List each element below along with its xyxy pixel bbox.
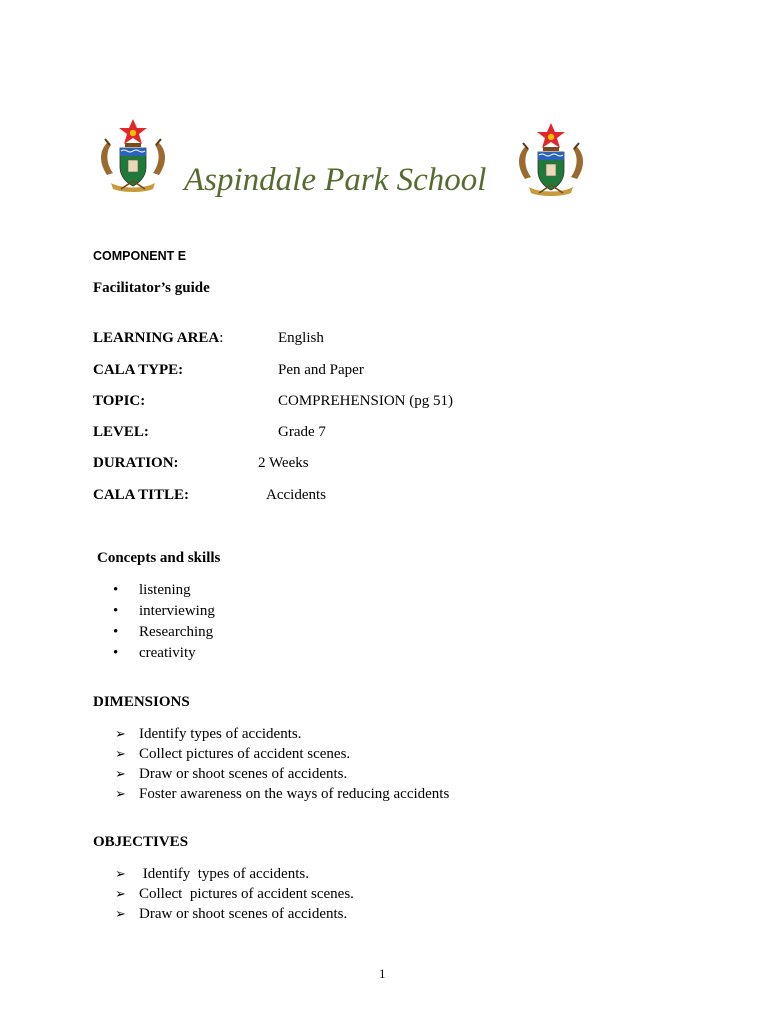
dimensions-heading: DIMENSIONS <box>93 694 190 710</box>
field-level-label: LEVEL: <box>93 424 149 440</box>
school-name-title: Aspindale Park School <box>184 162 487 198</box>
objectives-heading: OBJECTIVES <box>93 834 189 850</box>
bullet-icon: • <box>113 582 119 598</box>
concepts-heading: Concepts and skills <box>97 550 221 566</box>
list-item: ➢ Foster awareness on the ways of reducing accidents <box>115 786 450 802</box>
arrow-bullet-icon: ➢ <box>115 786 126 801</box>
zimbabwe-coat-of-arms-icon <box>509 121 593 201</box>
component-label: COMPONENT E <box>93 249 187 263</box>
bullet-icon: • <box>113 603 119 619</box>
bullet-icon: • <box>113 624 119 640</box>
dimensions-list <box>93 724 449 804</box>
list-item: • interviewing <box>93 601 215 622</box>
list-item: • creativity <box>93 643 215 664</box>
field-topic-value: COMPREHENSION (pg 51) <box>278 393 454 409</box>
concepts-list <box>93 580 215 664</box>
list-item: • listening <box>93 580 215 601</box>
arrow-bullet-icon: ➢ <box>115 906 126 921</box>
field-learning-area-value: English <box>278 330 324 346</box>
bullet-icon: • <box>113 645 119 661</box>
list-item: ➢ Collect pictures of accident scenes. <box>115 746 351 762</box>
arrow-bullet-icon: ➢ <box>115 866 126 881</box>
field-cala-type-value: Pen and Paper <box>278 362 364 378</box>
guide-title: Facilitator’s guide <box>93 280 210 296</box>
list-item: ➢ Identify types of accidents. <box>115 866 309 882</box>
field-level-value: Grade 7 <box>278 424 326 440</box>
field-cala-title-label: CALA TITLE: <box>93 487 190 503</box>
list-item: ➢ Draw or shoot scenes of accidents. <box>115 906 348 922</box>
field-learning-area-label: LEARNING AREA: <box>93 330 224 346</box>
list-item: • Researching <box>93 622 215 643</box>
objectives-list <box>93 864 354 924</box>
arrow-bullet-icon: ➢ <box>115 766 126 781</box>
arrow-bullet-icon: ➢ <box>115 746 126 761</box>
field-duration-label: DURATION: <box>93 455 179 471</box>
arrow-bullet-icon: ➢ <box>115 886 126 901</box>
field-cala-type-label: CALA TYPE: <box>93 362 184 378</box>
list-item: ➢ Draw or shoot scenes of accidents. <box>115 766 348 782</box>
field-duration-value: 2 Weeks <box>258 455 309 471</box>
field-topic-label: TOPIC: <box>93 393 146 409</box>
page-number: 1 <box>379 966 386 981</box>
zimbabwe-coat-of-arms-icon <box>91 117 175 197</box>
arrow-bullet-icon: ➢ <box>115 726 126 741</box>
list-item: ➢ Identify types of accidents. <box>115 726 302 742</box>
field-cala-title-value: Accidents <box>266 487 326 503</box>
list-item: ➢ Collect pictures of accident scenes. <box>115 886 354 902</box>
